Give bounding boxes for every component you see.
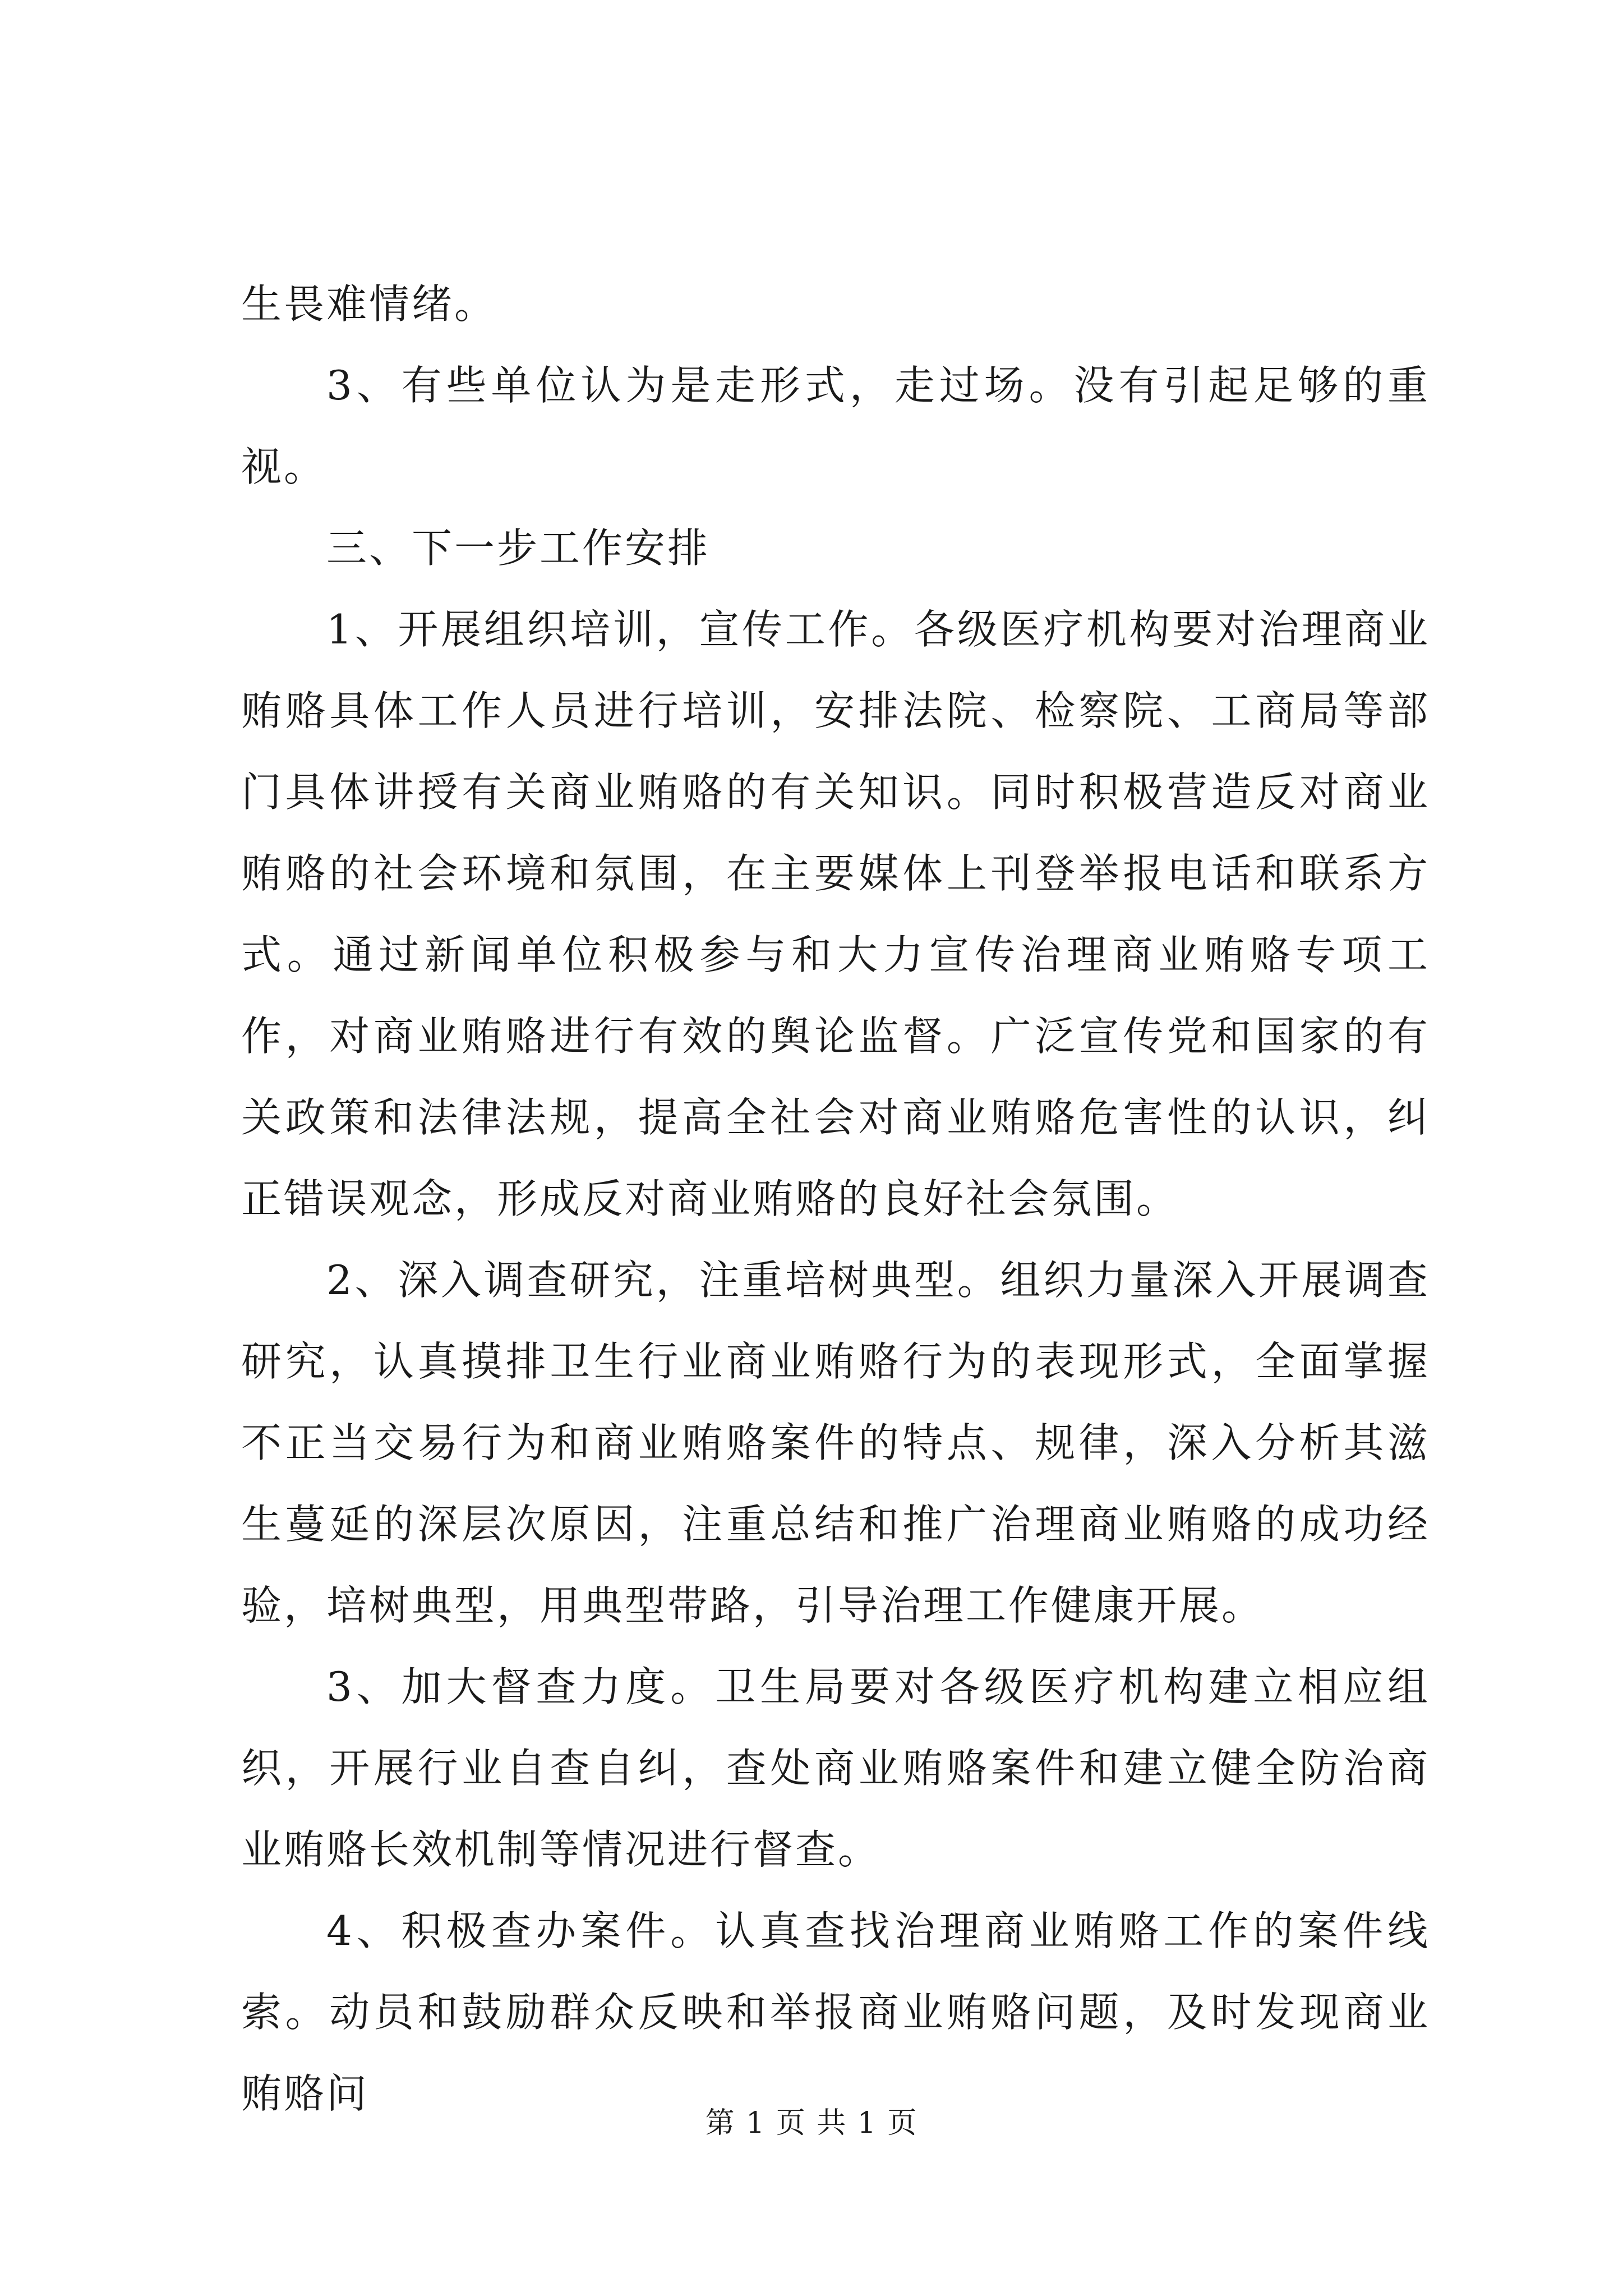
section-heading-next-steps: 三、下一步工作安排 <box>326 524 711 572</box>
paragraph-issue-3: 3、有些单位认为是走形式，走过场。没有引起足够的重视。 <box>241 362 1430 490</box>
paragraph-continuation: 生畏难情绪。 <box>241 280 497 328</box>
paragraph-step-3: 3、加大督查力度。卫生局要对各级医疗机构建立相应组织，开展行业自查自纠，查处商业贿赂案件和建立健全防治商业贿赂长效机制等情况进行督查。 <box>241 1663 1430 1873</box>
page-number-label: 第 1 页 共 1 页 <box>705 2106 918 2140</box>
paragraph-step-1: 1、开展组织培训，宣传工作。各级医疗机构要对治理商业贿赂具体工作人员进行培训，安排法院、检察院、工商局等部门具体讲授有关商业贿赂的有关知识。同时积极营造反对商业贿赂的社会环境和氛围，在主要媒体上刊登举报电话和联系方式。通过新闻单位积极参与和大力宣传治理商业贿赂专项工作，对商业贿赂进行有效的舆论监督。广泛宣传党和国家的有关政策和法律法规，提高全社会对商业贿赂危害性的认识，纠正错误观念，形成反对商业贿赂的良好社会氛围。 <box>241 606 1430 1222</box>
paragraph-step-4: 4、积极查办案件。认真查找治理商业贿赂工作的案件线索。动员和鼓励群众反映和举报商业贿赂问题，及时发现商业贿赂问 <box>241 1907 1430 2117</box>
page-footer <box>0 2104 1623 2143</box>
document-body <box>241 264 1430 2134</box>
paragraph-step-2: 2、深入调查研究，注重培树典型。组织力量深入开展调查研究，认真摸排卫生行业商业贿赂行为的表现形式，全面掌握不正当交易行为和商业贿赂案件的特点、规律，深入分析其滋生蔓延的深层次原因，注重总结和推广治理商业贿赂的成功经验，培树典型，用典型带路，引导治理工作健康开展。 <box>241 1257 1430 1629</box>
